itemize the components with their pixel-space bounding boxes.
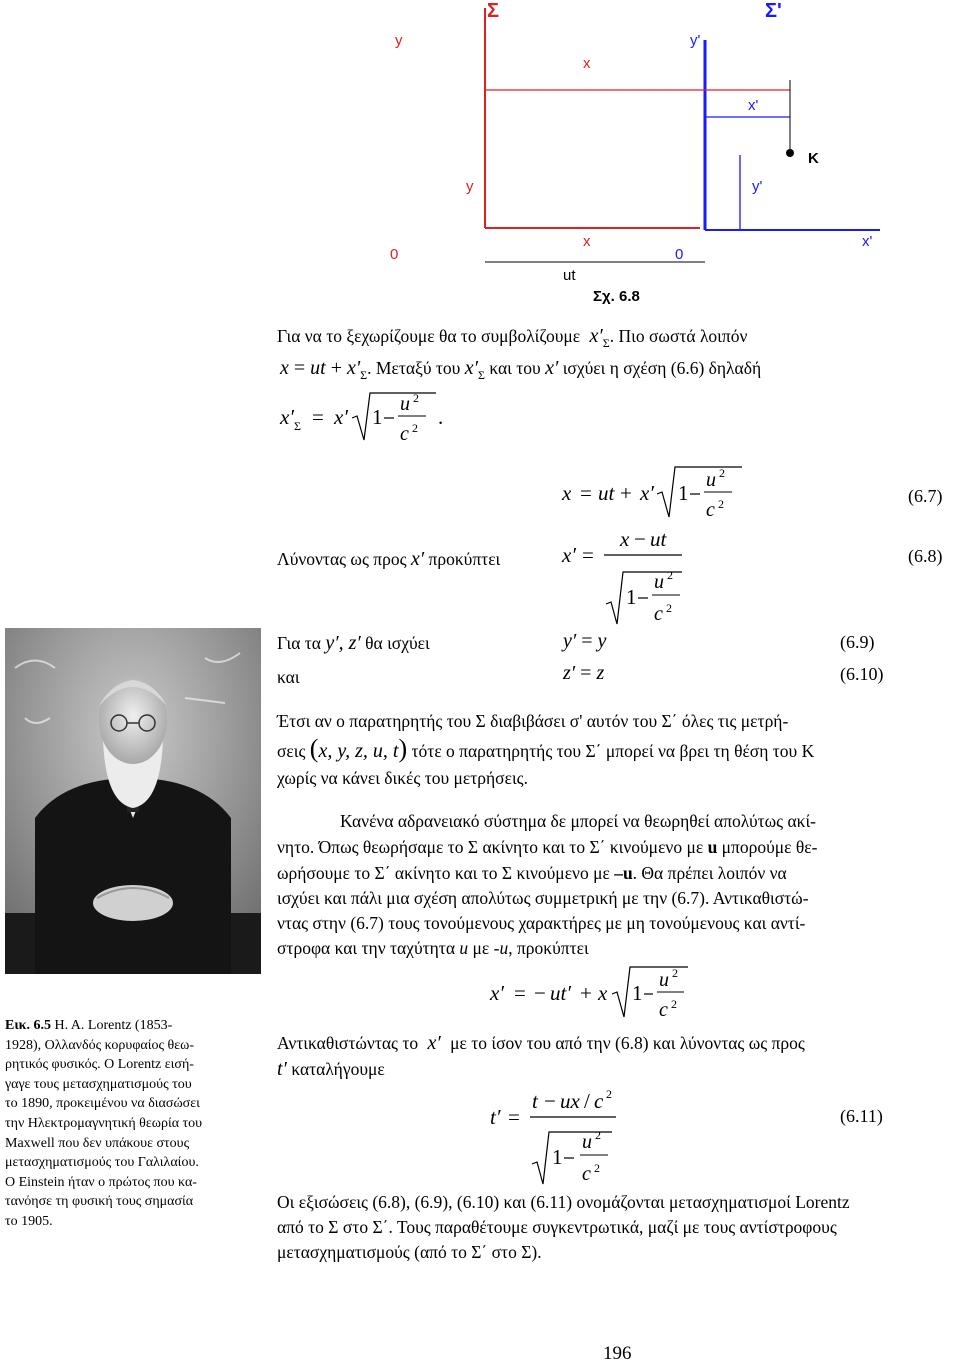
x-prime-symbol: x′ — [545, 357, 559, 379]
paragraph-4-line5: ντας στην (6.7) τους τονούμενους χαρακτήρες με μη τονούμενους και αντί- — [277, 913, 806, 933]
svg-text:1: 1 — [552, 1145, 563, 1169]
for-the-text: Για τα — [277, 633, 321, 653]
svg-text:+: + — [620, 481, 632, 505]
caption-line8: μετασχηματισμούς του Γαλιλαίου. — [5, 1155, 199, 1171]
sigma-label: Σ — [487, 0, 500, 22]
svg-text:x′: x′ — [334, 405, 348, 429]
p5-l1-b: με το ίσον του από την (6.8) και λύνοντας ως προς — [450, 1033, 805, 1053]
p2-text-a: . Μεταξύ του — [367, 358, 461, 378]
x-symbol-p5: x′ — [422, 1032, 446, 1054]
p4-minus-u-bold: –u — [614, 863, 633, 883]
paragraph-1-line1 — [277, 323, 959, 356]
p4-l3-a: ωρήσουμε το Σ΄ ακίνητο και το Σ κινούμενο με — [277, 863, 610, 883]
svg-text:2: 2 — [718, 497, 724, 511]
solving-line — [277, 546, 500, 572]
caption-line4: γαγε τους μετασχηματισμούς του — [5, 1076, 192, 1092]
p4-l3-b: . Θα πρέπει λοιπόν να — [632, 863, 787, 883]
x-prime-symbol-2: x′ — [410, 548, 425, 570]
svg-text:u: u — [659, 969, 669, 991]
paragraph-3-line2 — [277, 736, 959, 764]
svg-text:c: c — [706, 499, 715, 521]
svg-text:t′: t′ — [490, 1105, 501, 1129]
and-text: και — [277, 667, 300, 687]
p2-text-c: ισχύει η σχέση (6.6) δηλαδή — [562, 358, 762, 378]
svg-text:u: u — [582, 1131, 592, 1153]
p4-l2-a: νητο. Όπως θεωρήσαμε το Σ ακίνητο και το Σ΄ κινούμενο με — [277, 837, 704, 857]
svg-text:x: x — [562, 481, 572, 505]
svg-text:=: = — [508, 1105, 520, 1129]
svg-text:2: 2 — [667, 568, 673, 582]
svg-text:ux: ux — [560, 1089, 580, 1113]
p4-l6-a: στροφα και την ταχύτητα — [277, 938, 455, 958]
svg-text:1: 1 — [632, 981, 643, 1005]
point-k — [786, 149, 794, 157]
p5-l1-a: Αντικαθιστώντας το — [277, 1033, 419, 1053]
x-prime-sigma-symbol: $x'_\Sigma$ — [584, 325, 610, 350]
svg-text:2: 2 — [666, 601, 672, 615]
svg-text:2: 2 — [412, 421, 418, 435]
svg-text:2: 2 — [672, 966, 678, 980]
origin-sigma-label: 0 — [390, 246, 399, 263]
paragraph-1-line2 — [280, 355, 960, 388]
equation-6-10: z′ = z — [563, 662, 605, 684]
lorentz-portrait-photo — [5, 628, 261, 974]
measurement-tuple: (x, y, z, u, t) — [309, 734, 408, 763]
caption-line2: 1928), Ολλανδός κορυφαίος θεω- — [5, 1037, 195, 1053]
paragraph-4-line2 — [277, 834, 959, 860]
x-prime-sigma-symbol-2: $x'_\Sigma$ — [464, 357, 485, 382]
eq-6-10-number: (6.10) — [840, 664, 884, 684]
caption-line6: την Ηλεκτρομαγνητική θεωρία του — [5, 1115, 203, 1131]
eq-6-11-number: (6.11) — [840, 1106, 883, 1126]
paragraph-6-line2: από το Σ στο Σ΄. Τους παραθέτουμε συγκεντρωτικά, μαζί με τους αντίστροφους — [277, 1217, 837, 1237]
xprime-top-label: x' — [748, 97, 759, 114]
svg-text:ut: ut — [650, 527, 667, 551]
svg-text:c: c — [594, 1089, 604, 1113]
svg-text:=: = — [514, 981, 526, 1005]
p1-text-a: Για να το ξεχωρίζουμε θα το συμβολίζουμε — [277, 326, 581, 346]
svg-text:u: u — [400, 393, 410, 415]
holds-text: θα ισχύει — [365, 633, 430, 653]
svg-text:−: − — [634, 527, 646, 551]
ut-label: ut — [563, 267, 576, 284]
x-axis-label: x — [583, 233, 591, 250]
svg-text:c: c — [582, 1163, 591, 1185]
paragraph-4-line3 — [277, 860, 959, 886]
svg-text:2: 2 — [413, 391, 419, 405]
results-text: προκύπτει — [428, 549, 501, 569]
eq-6-7-number: (6.7) — [908, 486, 943, 506]
yprime-top-label: y' — [690, 32, 701, 49]
equation-6-8 — [560, 524, 700, 632]
paragraph-3-line3: χωρίς να κάνει δικές του μετρήσεις. — [277, 768, 528, 788]
equation-6-7 — [560, 462, 760, 524]
p4-l6-b: με - — [472, 938, 500, 958]
svg-text:2: 2 — [606, 1087, 612, 1101]
caption-line3: ρητικός φυσικός. O Lorentz εισή- — [5, 1057, 194, 1073]
svg-text:c: c — [654, 603, 663, 625]
y-top-label: y — [395, 32, 403, 49]
svg-text:=: = — [312, 405, 324, 429]
svg-text:x′: x′ — [490, 981, 504, 1005]
p4-l2-b: μπορούμε θε- — [721, 837, 818, 857]
eq-6-8-number: (6.8) — [908, 546, 943, 566]
svg-text:2: 2 — [719, 466, 725, 480]
svg-text:=: = — [580, 481, 592, 505]
caption-line10: τανόησε τη φυσική τους σημασία — [5, 1194, 194, 1210]
equation-6-9: y′ = y — [563, 630, 607, 652]
p1-text-b: . Πιο σωστά λοιπόν — [609, 326, 748, 346]
k-label: K — [808, 150, 819, 167]
svg-text:c: c — [659, 999, 668, 1021]
svg-text:u: u — [654, 571, 664, 593]
for-the-line — [277, 630, 430, 656]
svg-text:x′: x′ — [280, 405, 294, 429]
p3-l2-a: σεις — [277, 741, 306, 761]
svg-text:1: 1 — [626, 585, 637, 609]
svg-text:x: x — [620, 527, 630, 551]
y-mid-label: y — [466, 178, 474, 195]
paragraph-4-line4: ισχύει και πάλι μια σχέση απολύτως συμμετρική με την (6.7). Αντικαθιστώ- — [277, 888, 809, 908]
svg-text:+: + — [580, 981, 592, 1005]
x-top-label: x — [583, 55, 591, 72]
svg-text:2: 2 — [594, 1161, 600, 1175]
svg-text:t: t — [532, 1089, 538, 1113]
figure-6-5-caption — [5, 1016, 260, 1232]
p2-text-b: και του — [489, 358, 541, 378]
equation-inverse-x — [488, 962, 698, 1024]
svg-text:−: − — [544, 1089, 556, 1113]
svg-text:x′: x′ — [562, 543, 576, 567]
paragraph-5-line1 — [277, 1030, 959, 1056]
equation-6-11 — [488, 1080, 638, 1190]
svg-text:u: u — [706, 469, 716, 491]
figure-caption: Σχ. 6.8 — [593, 288, 640, 305]
yprime-zprime-symbols: y′, z′ — [325, 632, 361, 654]
caption-line7: Maxwell που δεν υπάκουε στους — [5, 1135, 190, 1151]
svg-text:x′: x′ — [640, 481, 654, 505]
svg-text:.: . — [438, 405, 444, 429]
svg-text:Σ: Σ — [294, 419, 301, 433]
page-number: 196 — [603, 1343, 632, 1364]
sigmaprime-label: Σ' — [765, 0, 782, 22]
svg-text:c: c — [400, 423, 409, 445]
svg-text:/: / — [584, 1089, 590, 1113]
eq-x-ut-xprime: x = ut + $x'_\Sigma$ — [280, 357, 368, 382]
svg-text:2: 2 — [595, 1128, 601, 1142]
caption-line5: το 1890, προκειμένου να διασώσει — [5, 1096, 200, 1112]
paragraph-5-line2 — [277, 1056, 959, 1082]
paragraph-6-line1: Οι εξισώσεις (6.8), (6.9), (6.10) και (6.11) ονομάζονται μετασχηματισμοί Lorentz — [277, 1192, 850, 1212]
svg-text:1: 1 — [678, 481, 689, 505]
svg-text:ut′: ut′ — [550, 981, 571, 1005]
p5-l2: καταλήγουμε — [291, 1059, 385, 1079]
caption-line1: Εικ. 6.5 H. A. Lorentz (1853- — [5, 1018, 173, 1033]
origin-sigmaprime-label: 0 — [675, 246, 684, 263]
yprime-mid-label: y' — [752, 178, 763, 195]
t-prime-symbol: t′ — [277, 1058, 287, 1080]
paragraph-4-line6: στροφα και την ταχύτητα u με -u, προκύπτει — [277, 938, 589, 958]
eq-6-9-number: (6.9) — [840, 632, 875, 652]
p4-u-bold: u — [707, 837, 718, 857]
caption-line11: το 1905. — [5, 1213, 53, 1229]
p3-l2-b: τότε ο παρατηρητής του Σ΄ μπορεί να βρει τη θέση του Κ — [411, 741, 815, 761]
paragraph-4-line1: Κανένα αδρανειακό σύστημα δε μπορεί να θεωρηθεί απολύτως ακί- — [340, 811, 817, 831]
svg-text:−: − — [534, 981, 546, 1005]
paragraph-6-line3: μετασχηματισμούς (από το Σ΄ στο Σ). — [277, 1242, 542, 1262]
svg-text:x: x — [598, 981, 608, 1005]
svg-text:=: = — [582, 543, 594, 567]
solving-text: Λύνοντας ως προς — [277, 549, 407, 569]
xprime-axis-label: x' — [862, 233, 873, 250]
p4-l6-c: , προκύπτει — [508, 938, 589, 958]
caption-line9: O Einstein ήταν ο πρώτος που κα- — [5, 1174, 197, 1190]
equation-xsigma — [278, 388, 448, 458]
paragraph-3-line1: Έτσι αν ο παρατηρητής του Σ διαβιβάσει σ' αυτόν του Σ΄ όλες τις μετρή- — [277, 711, 789, 731]
svg-text:2: 2 — [671, 997, 677, 1011]
svg-text:1: 1 — [372, 405, 383, 429]
svg-text:ut: ut — [598, 481, 615, 505]
